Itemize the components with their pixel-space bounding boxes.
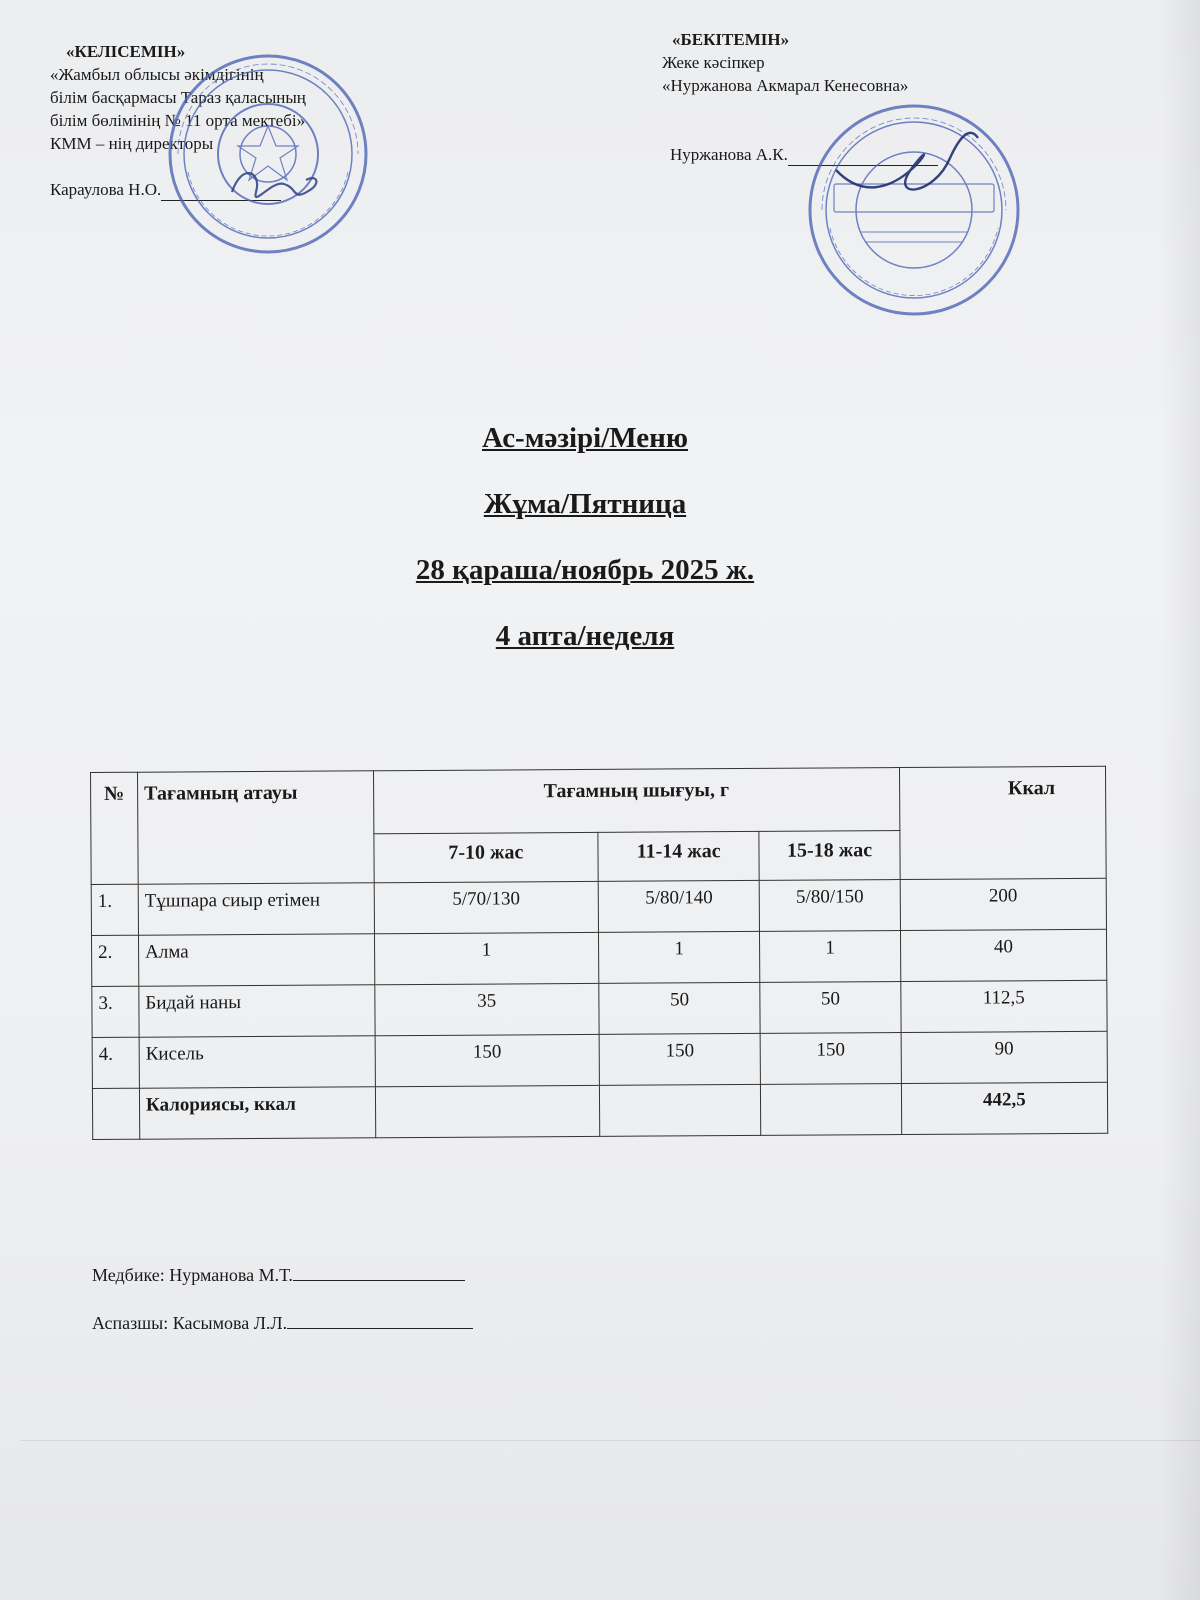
page-edge-shadow <box>1160 0 1200 1600</box>
row-yield-15-18: 150 <box>760 1033 901 1085</box>
signature-line <box>287 1328 473 1329</box>
row-no: 4. <box>92 1037 139 1088</box>
menu-title: Ас-мәзірі/Меню <box>481 422 689 454</box>
table-row <box>91 929 1106 986</box>
total-kcal: 442,5 <box>901 1082 1108 1134</box>
row-yield-11-14: 50 <box>599 982 761 1034</box>
menu-table <box>90 766 1108 1140</box>
day-title: Жұма/Пятница <box>483 488 687 520</box>
cook-signature-row <box>92 1313 473 1361</box>
col-header-no: № <box>91 772 139 884</box>
total-empty-cell <box>761 1084 902 1136</box>
nurse-label: Медбике: Нурманова М.Т. <box>92 1265 293 1285</box>
row-yield-11-14: 1 <box>598 931 760 983</box>
nurse-signature-row <box>92 1265 473 1313</box>
age-group-header: 11-14 жас <box>598 831 760 881</box>
approval-right-title: «БЕКІТЕМІН» <box>672 30 790 49</box>
approval-right-line1: Жеке кәсіпкер <box>662 53 765 72</box>
row-yield-15-18: 1 <box>760 931 901 983</box>
age-group-header: 15-18 жас <box>759 831 900 881</box>
approval-left-line1: «Жамбыл облысы әкімдігінің <box>50 65 264 84</box>
row-yield-11-14: 150 <box>599 1033 761 1085</box>
row-no: 3. <box>92 986 139 1037</box>
col-header-kcal: Ккал <box>899 766 1106 879</box>
total-empty-cell <box>375 1085 600 1137</box>
approval-left-signer: Караулова Н.О. <box>50 180 162 199</box>
row-name: Кисель <box>139 1036 375 1088</box>
row-no: 2. <box>91 935 138 986</box>
col-header-name: Тағамның атауы <box>137 771 373 884</box>
row-kcal: 90 <box>901 1031 1108 1083</box>
table-row <box>92 980 1107 1037</box>
school-stamp-icon <box>160 42 376 272</box>
entrepreneur-stamp-icon <box>800 98 1034 328</box>
cook-label: Аспазшы: Касымова Л.Л. <box>92 1313 288 1333</box>
row-yield-7-10: 35 <box>375 983 600 1035</box>
approval-left-line3: білім бөлімінің № 11 орта мектебі» <box>50 111 306 130</box>
row-yield-15-18: 50 <box>760 982 901 1034</box>
row-kcal: 200 <box>900 878 1107 930</box>
row-name: Алма <box>138 934 374 986</box>
signature-line <box>293 1280 465 1281</box>
row-name: Тұшпара сиыр етімен <box>138 883 374 935</box>
row-yield-7-10: 1 <box>374 932 599 984</box>
table-row <box>92 1031 1107 1088</box>
total-label: Калориясы, ккал <box>139 1087 375 1139</box>
row-yield-7-10: 150 <box>375 1034 600 1086</box>
underlying-sheet-edge <box>20 1440 1200 1600</box>
table-total-row <box>92 1082 1107 1139</box>
footer-signatures <box>92 1265 473 1361</box>
approval-left-title: «КЕЛІСЕМІН» <box>66 42 186 61</box>
total-empty-cell <box>599 1084 761 1136</box>
age-group-header: 7-10 жас <box>374 832 599 882</box>
approval-right-signer: Нуржанова А.К. <box>670 145 788 164</box>
row-yield-7-10: 5/70/130 <box>374 881 599 933</box>
approval-left-line4: КММ – нің директоры <box>50 134 214 153</box>
row-kcal: 40 <box>900 929 1107 981</box>
approval-right-line2: «Нуржанова Акмарал Кенесовна» <box>662 76 909 95</box>
row-kcal: 112,5 <box>900 980 1107 1032</box>
row-name: Бидай наны <box>139 985 375 1037</box>
week-title: 4 апта/неделя <box>495 620 675 652</box>
date-title: 28 қараша/ноябрь 2025 ж. <box>415 554 755 586</box>
table-row <box>91 878 1106 935</box>
col-header-yield: Тағамның шығуы, г <box>373 768 899 834</box>
table-header-row <box>91 766 1106 835</box>
row-yield-11-14: 5/80/140 <box>598 880 760 932</box>
row-no: 1. <box>91 884 138 935</box>
approval-left-line2: білім басқармасы Тараз қаласының <box>50 88 306 107</box>
total-no-empty <box>92 1088 139 1139</box>
row-yield-15-18: 5/80/150 <box>760 880 901 932</box>
title-block <box>0 405 1170 669</box>
